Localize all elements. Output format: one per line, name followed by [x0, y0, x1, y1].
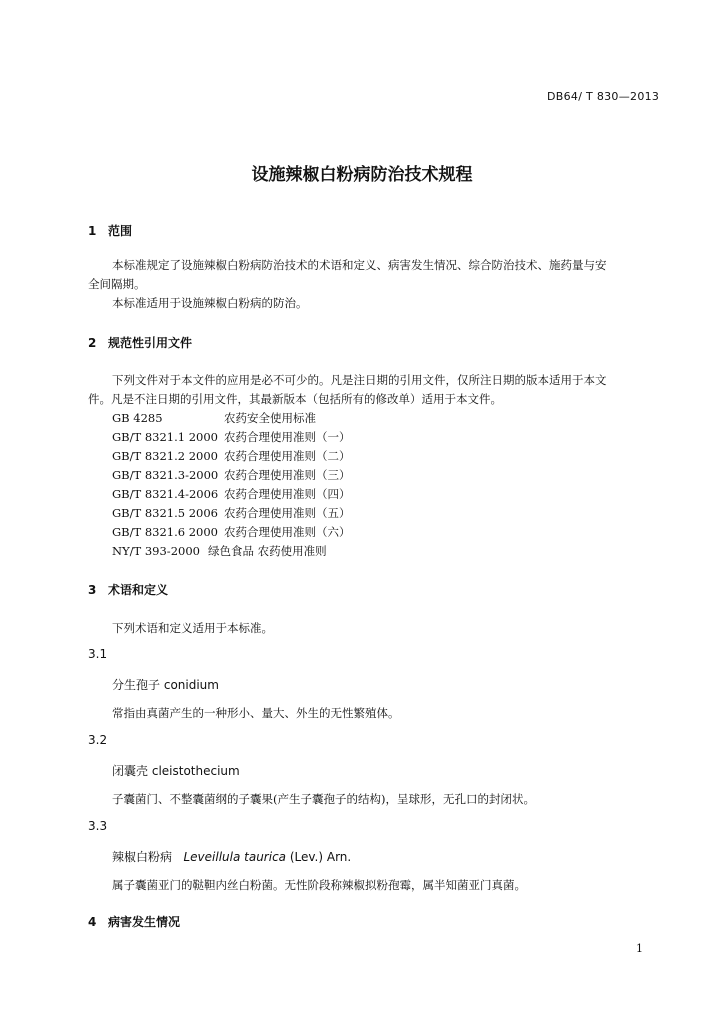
reference-title: 农药合理使用准则（四）	[224, 487, 351, 501]
page-number: 1	[636, 942, 643, 955]
section-title: 术语和定义	[108, 583, 169, 597]
term-definition: 常指由真菌产生的一种形小、量大、外生的无性繁殖体。	[112, 706, 400, 720]
term-chinese: 分生孢子	[112, 678, 161, 692]
term-english: conidium	[163, 678, 219, 692]
term-chinese: 辣椒白粉病	[112, 850, 173, 864]
section-4-heading	[88, 913, 180, 930]
reference-code: GB 4285	[112, 411, 163, 425]
reference-title: 农药合理使用准则（五）	[224, 506, 351, 520]
reference-code: GB/T 8321.3-2000	[112, 468, 219, 482]
section-1-heading	[88, 222, 132, 239]
section-2-paragraph-line-1: 下列文件对于本文件的应用是必不可少的。凡是注日期的引用文件，仅所注日期的版本适用于本文	[112, 373, 607, 387]
section-title: 范围	[108, 224, 133, 238]
reference-title: 农药安全使用标准	[224, 411, 316, 425]
section-3-heading	[88, 581, 168, 598]
reference-code: GB/T 8321.5 2006	[112, 506, 218, 520]
clause-number: 3.2	[88, 733, 108, 747]
term-definition: 子囊菌门、不整囊菌纲的子囊果(产生子囊孢子的结构)，呈球形，无孔口的封闭状。	[112, 792, 535, 806]
reference-item	[112, 486, 351, 502]
section-1-paragraph-1-line-1: 本标准规定了设施辣椒白粉病防治技术的术语和定义、病害发生情况、综合防治技术、施药量与安	[112, 258, 607, 272]
standard-number: DB64/ T 830—2013	[547, 90, 660, 103]
reference-title: 农药合理使用准则（二）	[224, 449, 351, 463]
section-title: 规范性引用文件	[108, 336, 193, 350]
term-english: cleistothecium	[151, 764, 240, 778]
clause-number: 3.1	[88, 647, 108, 661]
reference-item	[112, 410, 316, 426]
section-number: 2	[88, 336, 97, 350]
section-number: 4	[88, 915, 97, 929]
reference-item	[112, 524, 351, 540]
reference-title: 农药合理使用准则（一）	[224, 430, 351, 444]
reference-code: GB/T 8321.2 2000	[112, 449, 218, 463]
section-1-paragraph-1-line-2: 全间隔期。	[88, 277, 146, 291]
reference-item	[112, 448, 351, 464]
document-title: 设施辣椒白粉病防治技术规程	[251, 165, 473, 185]
term-author: (Lev.) Arn.	[289, 850, 352, 864]
clause-number: 3.3	[88, 819, 108, 833]
section-3-intro: 下列术语和定义适用于本标准。	[112, 621, 273, 635]
reference-item	[112, 543, 327, 559]
term-entry	[112, 848, 351, 865]
section-1-paragraph-2: 本标准适用于设施辣椒白粉病的防治。	[112, 296, 308, 310]
term-entry	[112, 676, 219, 693]
term-english: Leveillula taurica	[183, 850, 287, 864]
reference-code: NY/T 393-2000	[112, 544, 200, 558]
term-chinese: 闭囊壳	[112, 764, 149, 778]
term-definition: 属子囊菌亚门的鞑靼内丝白粉菌。无性阶段称辣椒拟粉孢霉，属半知菌亚门真菌。	[112, 878, 526, 892]
section-title: 病害发生情况	[108, 915, 181, 929]
reference-title: 农药合理使用准则（三）	[224, 468, 351, 482]
reference-code: GB/T 8321.4-2006	[112, 487, 219, 501]
reference-title: 绿色食品 农药使用准则	[208, 544, 327, 558]
reference-item	[112, 429, 351, 445]
section-2-paragraph-line-2: 件。凡是不注日期的引用文件，其最新版本（包括所有的修改单）适用于本文件。	[88, 392, 502, 406]
term-entry	[112, 762, 240, 779]
section-number: 1	[88, 224, 97, 238]
section-number: 3	[88, 583, 97, 597]
reference-title: 农药合理使用准则（六）	[224, 525, 351, 539]
section-2-heading	[88, 334, 192, 351]
reference-item	[112, 505, 351, 521]
reference-code: GB/T 8321.6 2000	[112, 525, 218, 539]
reference-code: GB/T 8321.1 2000	[112, 430, 218, 444]
reference-item	[112, 467, 351, 483]
